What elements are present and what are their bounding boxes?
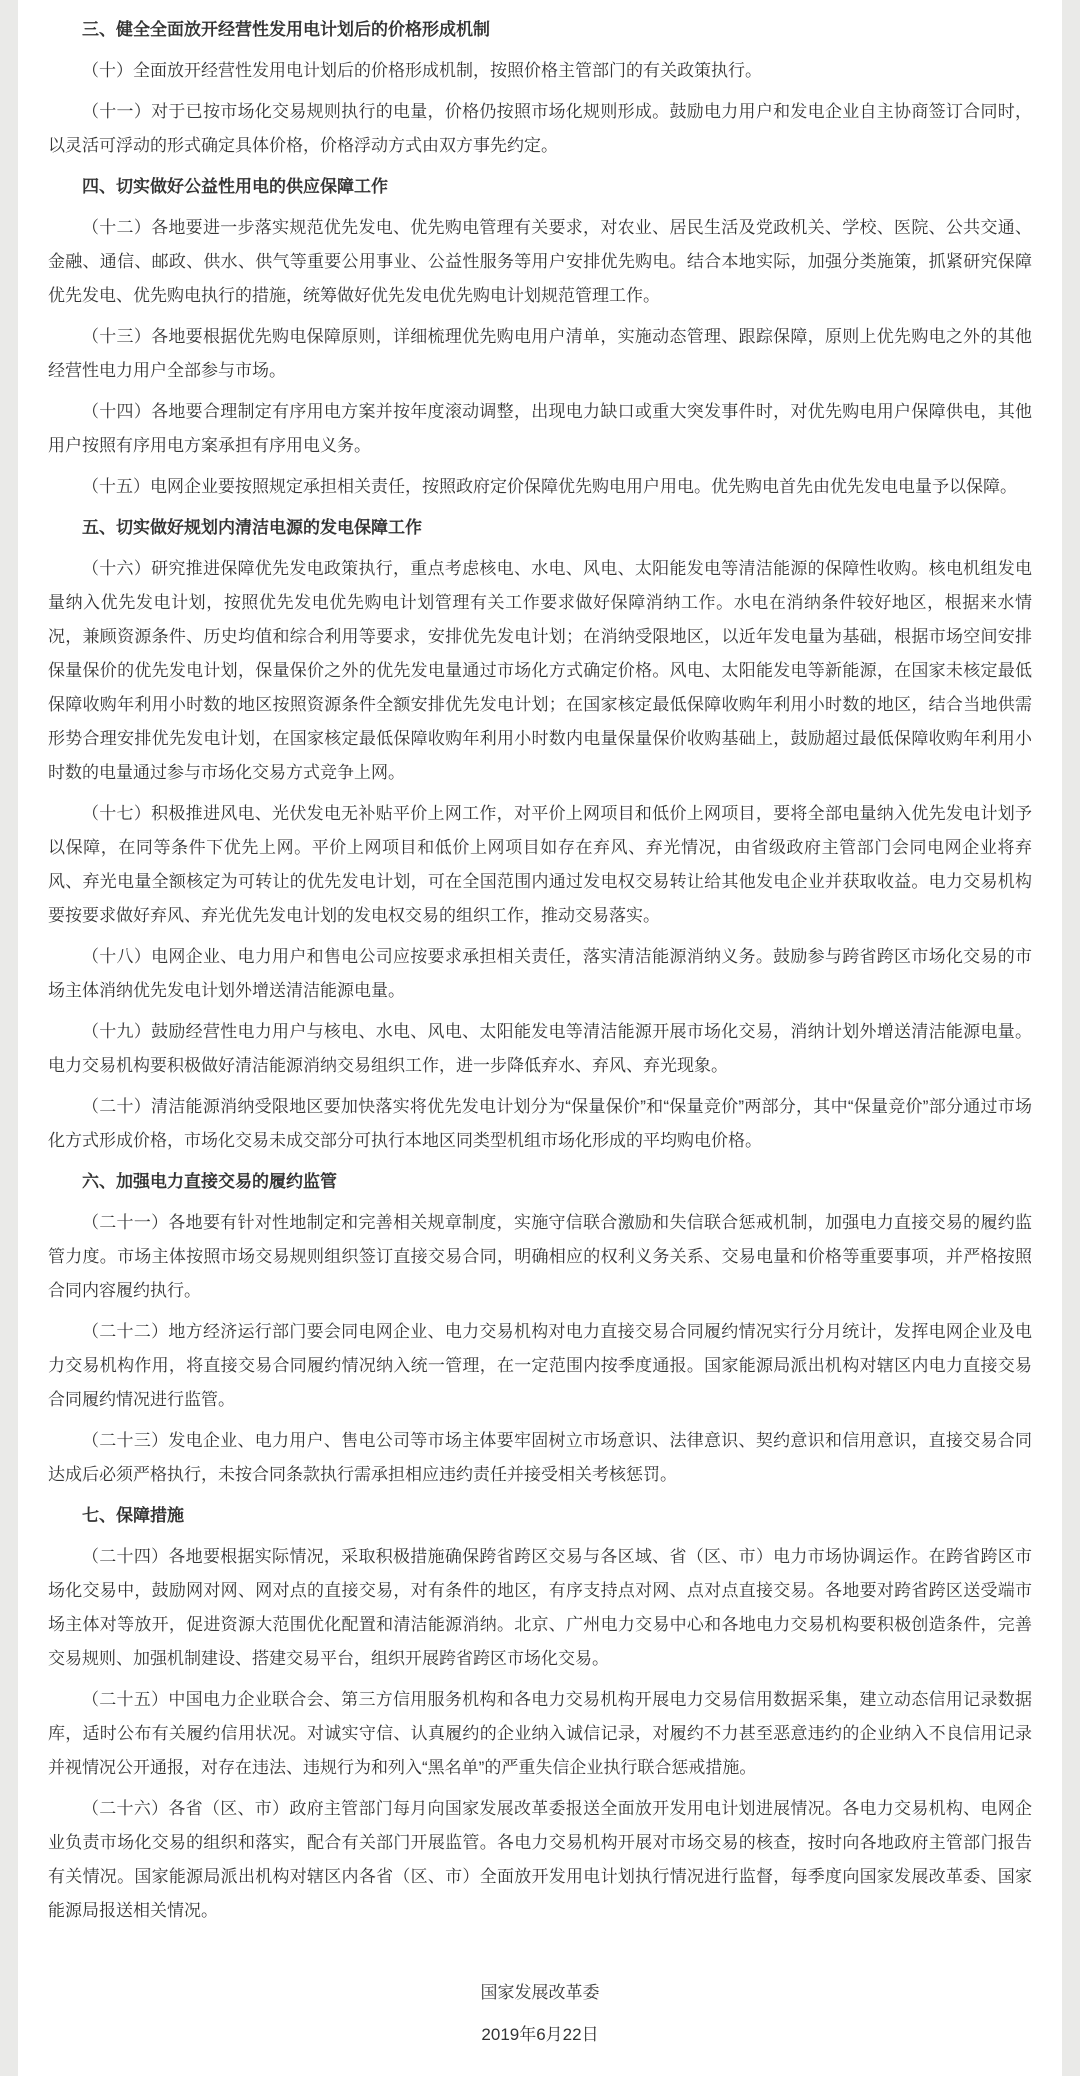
paragraph: （二十四）各地要根据实际情况，采取积极措施确保跨省跨区交易与各区域、省（区、市）电力市场协调运作。在跨省跨区市场化交易中，鼓励网对网、网对点的直接交易，对有条件的地区，有序支持点对网、点对点直接交易。各地要对跨省跨区送受端市场主体对等放开，促进资源大范围优化配置和清洁能源消纳。北京、广州电力交易中心和各地电力交易机构要积极创造条件，完善交易规则、加强机制建设、搭建交易平台，组织开展跨省跨区市场化交易。 bbox=[48, 1547, 1032, 1668]
section-heading: 七、保障措施 bbox=[82, 1506, 184, 1525]
document-page bbox=[18, 0, 1062, 2076]
section-heading: 三、健全全面放开经营性发用电计划后的价格形成机制 bbox=[82, 20, 490, 39]
paragraph: （二十一）各地要有针对性地制定和完善相关规章制度，实施守信联合激励和失信联合惩戒机制，加强电力直接交易的履约监管力度。市场主体按照市场交易规则组织签订直接交易合同，明确相应的权利义务关系、交易电量和价格等重要事项，并严格按照合同内容履约执行。 bbox=[48, 1213, 1032, 1300]
paragraph: （十四）各地要合理制定有序用电方案并按年度滚动调整，出现电力缺口或重大突发事件时，对优先购电用户保障供电，其他用户按照有序用电方案承担有序用电义务。 bbox=[48, 402, 1032, 455]
paragraph: （二十）清洁能源消纳受限地区要加快落实将优先发电计划分为“保量保价”和“保量竞价”两部分，其中“保量竞价”部分通过市场化方式形成价格，市场化交易未成交部分可执行本地区同类型机组市场化形成的平均购电价格。 bbox=[48, 1097, 1032, 1150]
paragraph: （十二）各地要进一步落实规范优先发电、优先购电管理有关要求，对农业、居民生活及党政机关、学校、医院、公共交通、金融、通信、邮政、供水、供气等重要公用事业、公益性服务等用户安排优先购电。结合本地实际，加强分类施策，抓紧研究保障优先发电、优先购电执行的措施，统筹做好优先发电优先购电计划规范管理工作。 bbox=[48, 218, 1032, 305]
document-body bbox=[48, 13, 1032, 1928]
paragraph: （十五）电网企业要按照规定承担相关责任，按照政府定价保障优先购电用户用电。优先购电首先由优先发电电量予以保障。 bbox=[82, 477, 1017, 496]
paragraph: （十三）各地要根据优先购电保障原则，详细梳理优先购电用户清单，实施动态管理、跟踪保障，原则上优先购电之外的其他经营性电力用户全部参与市场。 bbox=[48, 327, 1032, 380]
signature-organization: 国家发展改革委 bbox=[480, 1983, 600, 2002]
paragraph: （十七）积极推进风电、光伏发电无补贴平价上网工作，对平价上网项目和低价上网项目，要将全部电量纳入优先发电计划予以保障，在同等条件下优先上网。平价上网项目和低价上网项目如存在弃风、弃光情况，由省级政府主管部门会同电网企业将弃风、弃光电量全额核定为可转让的优先发电计划，可在全国范围内通过发电权交易转让给其他发电企业并获取收益。电力交易机构要按要求做好弃风、弃光优先发电计划的发电权交易的组织工作，推动交易落实。 bbox=[48, 804, 1032, 925]
signature-block bbox=[48, 1972, 1032, 2056]
paragraph: （十一）对于已按市场化交易规则执行的电量，价格仍按照市场化规则形成。鼓励电力用户和发电企业自主协商签订合同时，以灵活可浮动的形式确定具体价格，价格浮动方式由双方事先约定。 bbox=[48, 102, 1032, 155]
paragraph: （十九）鼓励经营性电力用户与核电、水电、风电、太阳能发电等清洁能源开展市场化交易，消纳计划外增送清洁能源电量。电力交易机构要积极做好清洁能源消纳交易组织工作，进一步降低弃水、弃风、弃光现象。 bbox=[48, 1022, 1032, 1075]
paragraph: （二十六）各省（区、市）政府主管部门每月向国家发展改革委报送全面放开发用电计划进展情况。各电力交易机构、电网企业负责市场化交易的组织和落实，配合有关部门开展监管。各电力交易机构开展对市场交易的核查，按时向各地政府主管部门报告有关情况。国家能源局派出机构对辖区内各省（区、市）全面放开发用电计划执行情况进行监督，每季度向国家发展改革委、国家能源局报送相关情况。 bbox=[48, 1799, 1032, 1920]
paragraph: （二十三）发电企业、电力用户、售电公司等市场主体要牢固树立市场意识、法律意识、契约意识和信用意识，直接交易合同达成后必须严格执行，未按合同条款执行需承担相应违约责任并接受相关考核惩罚。 bbox=[48, 1431, 1032, 1484]
paragraph: （十）全面放开经营性发用电计划后的价格形成机制，按照价格主管部门的有关政策执行。 bbox=[82, 61, 762, 80]
section-heading: 五、切实做好规划内清洁电源的发电保障工作 bbox=[82, 518, 422, 537]
paragraph: （二十五）中国电力企业联合会、第三方信用服务机构和各电力交易机构开展电力交易信用数据采集，建立动态信用记录数据库，适时公布有关履约信用状况。对诚实守信、认真履约的企业纳入诚信记录，对履约不力甚至恶意违约的企业纳入不良信用记录并视情况公开通报，对存在违法、违规行为和列入“黑名单”的严重失信企业执行联合惩戒措施。 bbox=[48, 1690, 1032, 1777]
signature-date: 2019年6月22日 bbox=[481, 2025, 599, 2044]
section-heading: 四、切实做好公益性用电的供应保障工作 bbox=[82, 177, 388, 196]
paragraph: （二十二）地方经济运行部门要会同电网企业、电力交易机构对电力直接交易合同履约情况实行分月统计，发挥电网企业及电力交易机构作用，将直接交易合同履约情况纳入统一管理，在一定范围内按季度通报。国家能源局派出机构对辖区内电力直接交易合同履约情况进行监管。 bbox=[48, 1322, 1032, 1409]
section-heading: 六、加强电力直接交易的履约监管 bbox=[82, 1172, 337, 1191]
paragraph: （十六）研究推进保障优先发电政策执行，重点考虑核电、水电、风电、太阳能发电等清洁能源的保障性收购。核电机组发电量纳入优先发电计划，按照优先发电优先购电计划管理有关工作要求做好保障消纳工作。水电在消纳条件较好地区，根据来水情况，兼顾资源条件、历史均值和综合利用等要求，安排优先发电计划；在消纳受限地区，以近年发电量为基础，根据市场空间安排保量保价的优先发电计划，保量保价之外的优先发电量通过市场化方式确定价格。风电、太阳能发电等新能源，在国家未核定最低保障收购年利用小时数的地区按照资源条件全额安排优先发电计划；在国家核定最低保障收购年利用小时数的地区，结合当地供需形势合理安排优先发电计划，在国家核定最低保障收购年利用小时数内电量保量保价收购基础上，鼓励超过最低保障收购年利用小时数的电量通过参与市场化交易方式竞争上网。 bbox=[48, 559, 1032, 782]
paragraph: （十八）电网企业、电力用户和售电公司应按要求承担相关责任，落实清洁能源消纳义务。鼓励参与跨省跨区市场化交易的市场主体消纳优先发电计划外增送清洁能源电量。 bbox=[48, 947, 1032, 1000]
